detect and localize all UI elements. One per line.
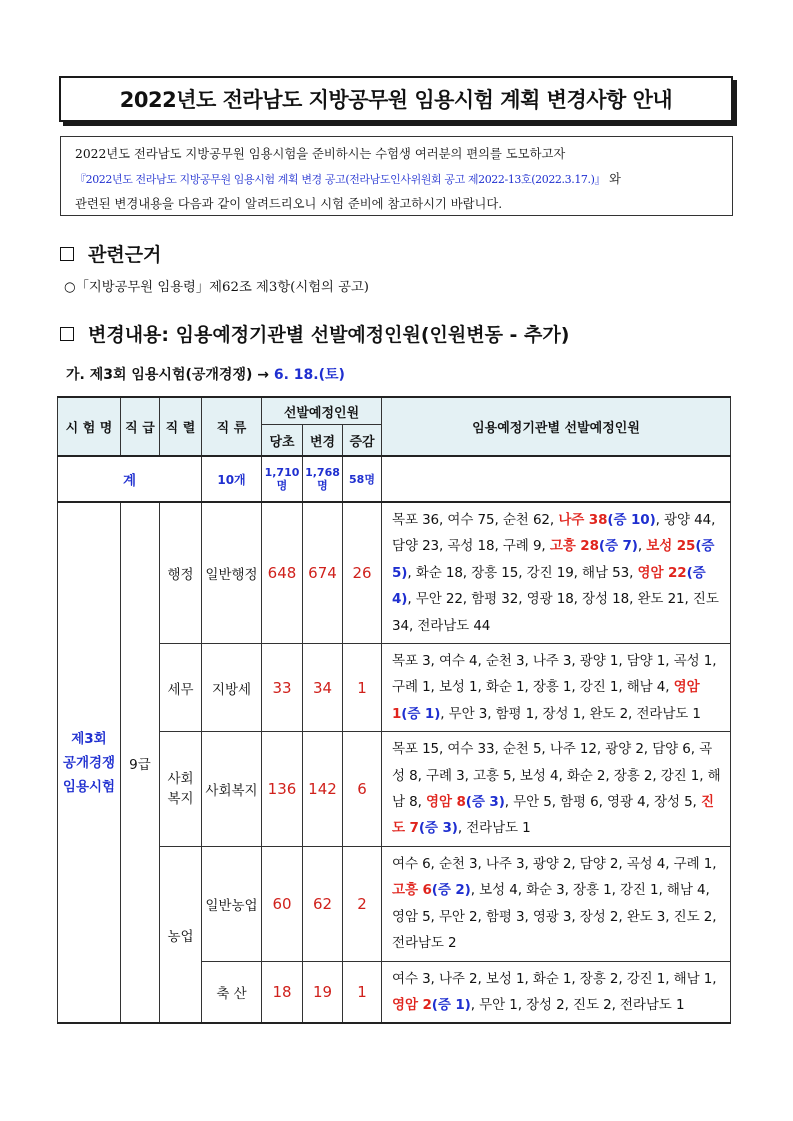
- changed-agency: 보성 25: [646, 538, 696, 555]
- diff-cell: 26: [343, 502, 382, 644]
- diff-cell: 1: [343, 961, 382, 1023]
- exam-date: 6. 18.(토): [273, 367, 345, 383]
- original-cell: 60: [262, 846, 303, 961]
- class-cell: 일반농업: [202, 846, 262, 961]
- header-series: 직 렬: [160, 397, 202, 456]
- square-bullet-icon: [60, 327, 74, 341]
- agency-detail-cell: [382, 502, 731, 644]
- agency-list-text: 목포 15, 여수 33, 순천 5, 나주 12, 광양 2, 담양 6, 곡성 8, 구례 3, 고흥 5, 보성 4, 화순 2, 장흥 2, 강진 1, 해남 8,: [392, 741, 721, 811]
- header-diff: 증감: [343, 425, 382, 457]
- increase-note: (증 2): [431, 882, 471, 899]
- total-row: [58, 456, 731, 502]
- intro-line-2: [75, 167, 722, 192]
- original-cell: 18: [262, 961, 303, 1023]
- class-cell: 축 산: [202, 961, 262, 1023]
- agency-list-text: , 무안 5, 함평 6, 영광 4, 장성 5,: [504, 794, 701, 811]
- increase-note: (증 3): [418, 820, 458, 837]
- series-cell: 행정: [160, 502, 202, 644]
- increase-note: (증 4): [392, 564, 706, 608]
- class-cell: 사회복지: [202, 732, 262, 847]
- changed-agency: 영암 8: [426, 794, 466, 811]
- basis-text: ○「지방공무원 임용령」제62조 제3항(시험의 공고): [64, 280, 369, 295]
- agency-list-text: 여수 6, 순천 3, 나주 3, 광양 2, 담양 2, 곡성 4, 구례 1,: [392, 855, 717, 872]
- header-planned: 선발예정인원: [262, 397, 382, 425]
- changed-cell: 142: [303, 732, 343, 847]
- increase-note: (증 7): [598, 538, 638, 555]
- selection-plan-table: [57, 396, 731, 1024]
- changed-agency: 영암 1: [392, 679, 700, 722]
- increase-note: (증 5): [392, 538, 715, 581]
- series-cell: [160, 732, 202, 847]
- table-row: [58, 502, 731, 644]
- increase-note: (증 1): [401, 705, 441, 722]
- agency-list-text: 목포 36, 여수 75, 순천 62,: [392, 512, 559, 528]
- notice-title: 『2022년도 전라남도 지방공무원 임용시험 계획 변경 공고(전라남도인사위원회 공고 제2022-13호(2022.3.17.)』: [75, 173, 606, 186]
- changed-agency: 고흥 6: [392, 882, 432, 899]
- exam-name-line: 임용시험: [62, 778, 116, 795]
- changed-cell: 19: [303, 961, 343, 1023]
- original-cell: 136: [262, 732, 303, 847]
- total-count: 10개: [202, 456, 262, 502]
- exam-name-line: 제3회: [71, 730, 107, 747]
- agency-detail-cell: [382, 732, 731, 847]
- changed-cell: 34: [303, 644, 343, 732]
- diff-cell: 6: [343, 732, 382, 847]
- section-changes-heading: [60, 320, 569, 347]
- diff-cell: 1: [343, 644, 382, 732]
- section-changes-title: 변경내용: 임용예정기관별 선발예정인원(인원변동 - 추가): [88, 324, 570, 346]
- changed-agency: 고흥 28: [549, 538, 599, 555]
- exam-name-cell: [58, 502, 121, 1023]
- section-basis-title: 관련근거: [88, 244, 162, 266]
- header-by-agency: 임용예정기관별 선발예정인원: [382, 397, 731, 456]
- subheading: [66, 364, 345, 384]
- series-cell-line: 사회: [167, 771, 194, 788]
- series-cell: 세무: [160, 644, 202, 732]
- agency-list-text: 목포 3, 여수 4, 순천 3, 나주 3, 광양 1, 담양 1, 곡성 1, 구례 1, 보성 1, 화순 1, 장흥 1, 강진 1, 해남 4,: [392, 653, 717, 696]
- original-cell: 648: [262, 502, 303, 644]
- grade-cell: 9급: [121, 502, 160, 1023]
- agency-detail-cell: [382, 961, 731, 1023]
- changed-cell: 674: [303, 502, 343, 644]
- agency-list-text: , 무안 3, 함평 1, 장성 1, 완도 2, 전라남도 1: [440, 705, 701, 722]
- title-box: [59, 76, 733, 122]
- increase-note: (증 10): [607, 512, 656, 528]
- exam-name-line: 공개경쟁: [62, 754, 116, 771]
- class-cell: 일반행정: [202, 502, 262, 644]
- changed-agency: 진도 7: [392, 794, 714, 837]
- total-original: 1,710명: [262, 456, 303, 502]
- increase-note: (증 1): [431, 996, 471, 1013]
- class-cell: 지방세: [202, 644, 262, 732]
- changed-agency: 나주 38: [558, 512, 608, 528]
- agency-list-text: , 보성 4, 화순 3, 장흥 1, 강진 1, 해남 4, 영암 5, 무안 2, 함평 3, 영광 3, 장성 2, 완도 3, 진도 2, 전라남도 2: [392, 882, 717, 952]
- intro-line-3: 관련된 변경내용을 다음과 같이 알려드리오니 시험 준비에 참고하시기 바랍니다.: [75, 197, 503, 211]
- increase-note: (증 3): [465, 794, 505, 811]
- header-original: 당초: [262, 425, 303, 457]
- agency-list-text: , 무안 1, 장성 2, 진도 2, 전라남도 1: [470, 996, 685, 1013]
- header-exam: 시 험 명: [58, 397, 121, 456]
- notice-suffix: 와: [609, 172, 621, 186]
- total-empty: [382, 456, 731, 502]
- total-changed: 1,768명: [303, 456, 343, 502]
- subheading-label: 가. 제3회 임용시험(공개경쟁) →: [66, 367, 269, 383]
- series-cell: 농업: [160, 846, 202, 1023]
- agency-detail-cell: [382, 846, 731, 961]
- total-label: 계: [58, 456, 202, 502]
- agency-list-text: ,: [637, 538, 647, 555]
- changed-cell: 62: [303, 846, 343, 961]
- agency-list-text: , 광양 44, 담양 23, 곡성 18, 구례 9,: [392, 512, 716, 555]
- diff-cell: 2: [343, 846, 382, 961]
- page-title: 2022년도 전라남도 지방공무원 임용시험 계획 변경사항 안내: [119, 88, 673, 112]
- header-grade: 직 급: [121, 397, 160, 456]
- agency-list-text: , 전라남도 1: [457, 820, 531, 837]
- agency-detail-cell: [382, 644, 731, 732]
- series-cell-line: 복지: [167, 791, 194, 808]
- agency-list-text: , 화순 18, 장흥 15, 강진 19, 해남 53,: [407, 564, 638, 581]
- square-bullet-icon: [60, 247, 74, 261]
- agency-list-text: , 무안 22, 함평 32, 영광 18, 장성 18, 완도 21, 진도 34, 전라남도 44: [392, 591, 719, 634]
- agency-list-text: 여수 3, 나주 2, 보성 1, 화순 1, 장흥 2, 강진 1, 해남 1,: [392, 970, 717, 987]
- intro-line-1: 2022년도 전라남도 지방공무원 임용시험을 준비하시는 수험생 여러분의 편의를 도모하고자: [75, 147, 566, 161]
- header-class: 직 류: [202, 397, 262, 456]
- total-diff: 58명: [343, 456, 382, 502]
- intro-box: [60, 136, 733, 216]
- header-changed: 변경: [303, 425, 343, 457]
- changed-agency: 영암 2: [392, 996, 432, 1013]
- changed-agency: 영암 22: [637, 564, 687, 581]
- section-basis-heading: [60, 240, 161, 267]
- original-cell: 33: [262, 644, 303, 732]
